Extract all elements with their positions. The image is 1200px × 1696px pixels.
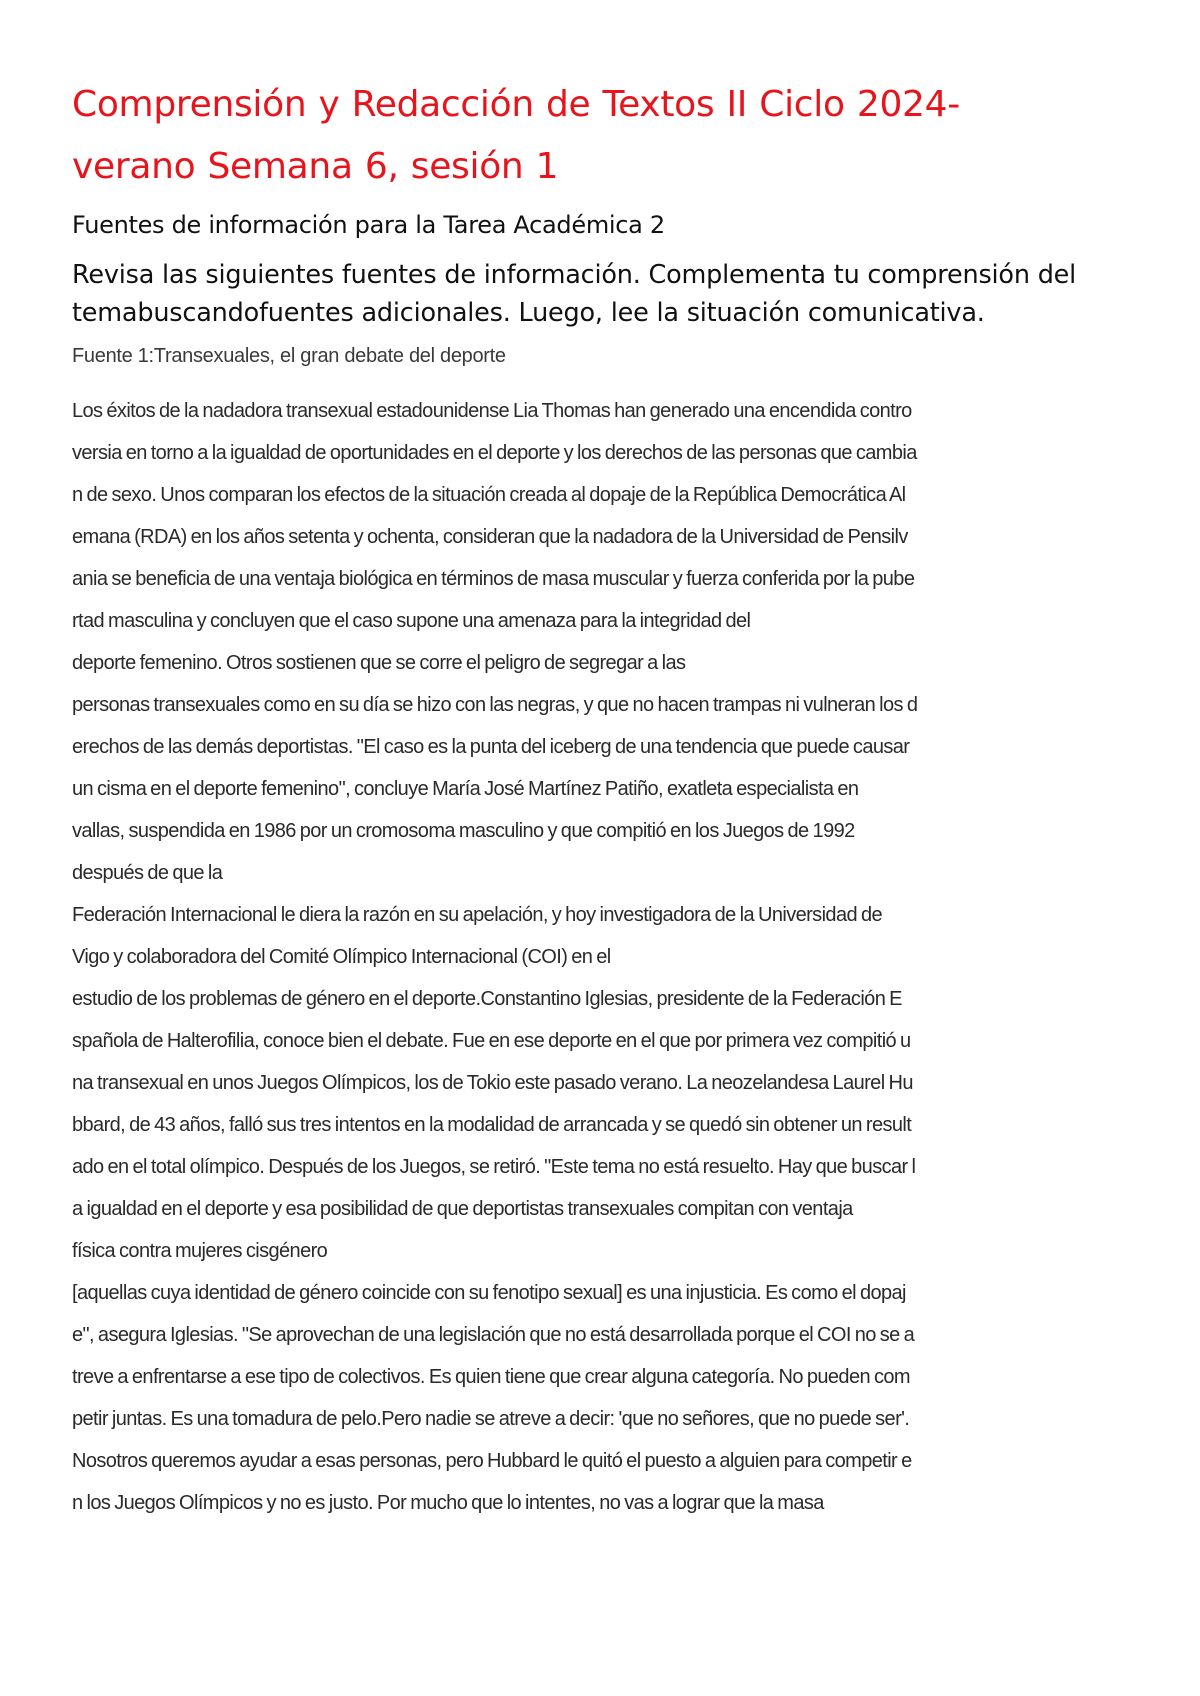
- title-line-1: Comprensión y Redacción de Textos II Ciclo 2024-: [72, 84, 960, 125]
- body-line: a igualdad en el deporte y esa posibilidad de que deportistas transexuales compitan con ventaja: [72, 1198, 853, 1220]
- body-line: [aquellas cuya identidad de género coincide con su fenotipo sexual] es una injusticia. Es como el dopaj: [72, 1282, 906, 1304]
- body-line: treve a enfrentarse a ese tipo de colectivos. Es quien tiene que crear alguna categoría. No pueden com: [72, 1366, 910, 1388]
- body-line: Vigo y colaboradora del Comité Olímpico Internacional (COI) en el: [72, 946, 611, 968]
- body-line: después de que la: [72, 862, 223, 884]
- body-line: física contra mujeres cisgénero: [72, 1240, 328, 1262]
- body-line: spañola de Halterofilia, conoce bien el debate. Fue en ese deporte en el que por primera vez compitió u: [72, 1030, 911, 1052]
- body-line: bbard, de 43 años, falló sus tres intentos en la modalidad de arrancada y se quedó sin obtener un result: [72, 1114, 912, 1136]
- body-line: e", asegura Iglesias. "Se aprovechan de una legislación que no está desarrollada porque el COI no se a: [72, 1324, 915, 1346]
- body-line: rtad masculina y concluyen que el caso supone una amenaza para la integridad del: [72, 610, 751, 632]
- instruction-line-2: temabuscandofuentes adicionales. Luego, lee la situación comunicativa.: [72, 298, 985, 328]
- source-label: Fuente 1:Transexuales, el gran debate del deporte: [72, 345, 506, 367]
- body-line: petir juntas. Es una tomadura de pelo.Pero nadie se atreve a decir: 'que no señores, que no puede ser'.: [72, 1408, 910, 1430]
- body-line: Federación Internacional le diera la razón en su apelación, y hoy investigadora de la Universidad de: [72, 904, 882, 926]
- document-title: [72, 74, 1128, 198]
- body-line: versia en torno a la igualdad de oportunidades en el deporte y los derechos de las personas que cambia: [72, 442, 917, 464]
- instruction-text: [72, 256, 1128, 332]
- body-line: personas transexuales como en su día se hizo con las negras, y que no hacen trampas ni vulneran los d: [72, 694, 918, 716]
- body-paragraph: [72, 390, 1128, 1524]
- body-line: vallas, suspendida en 1986 por un cromosoma masculino y que compitió en los Juegos de 1992: [72, 820, 855, 842]
- document-subtitle: Fuentes de información para la Tarea Académica 2: [72, 211, 665, 239]
- body-line: un cisma en el deporte femenino", concluye María José Martínez Patiño, exatleta especialista en: [72, 778, 859, 800]
- body-line: Los éxitos de la nadadora transexual estadounidense Lia Thomas han generado una encendida contro: [72, 400, 912, 422]
- body-line: estudio de los problemas de género en el deporte.Constantino Iglesias, presidente de la Federación E: [72, 988, 902, 1010]
- body-line: ania se beneficia de una ventaja biológica en términos de masa muscular y fuerza conferida por la pube: [72, 568, 915, 590]
- body-line: ado en el total olímpico. Después de los Juegos, se retiró. "Este tema no está resuelto. Hay que buscar l: [72, 1156, 916, 1178]
- body-line: n de sexo. Unos comparan los efectos de la situación creada al dopaje de la República Democrática Al: [72, 484, 906, 506]
- body-line: na transexual en unos Juegos Olímpicos, los de Tokio este pasado verano. La neozelandesa Laurel Hu: [72, 1072, 913, 1094]
- body-line: n los Juegos Olímpicos y no es justo. Por mucho que lo intentes, no vas a lograr que la masa: [72, 1492, 824, 1514]
- body-line: Nosotros queremos ayudar a esas personas, pero Hubbard le quitó el puesto a alguien para competir e: [72, 1450, 912, 1472]
- body-line: erechos de las demás deportistas. "El caso es la punta del iceberg de una tendencia que puede causar: [72, 736, 910, 758]
- body-line: emana (RDA) en los años setenta y ochenta, consideran que la nadadora de la Universidad de Pensilv: [72, 526, 908, 548]
- body-line: deporte femenino. Otros sostienen que se corre el peligro de segregar a las: [72, 652, 686, 674]
- title-line-2: verano Semana 6, sesión 1: [72, 146, 559, 187]
- instruction-line-1: Revisa las siguientes fuentes de información. Complementa tu comprensión del: [72, 260, 1077, 290]
